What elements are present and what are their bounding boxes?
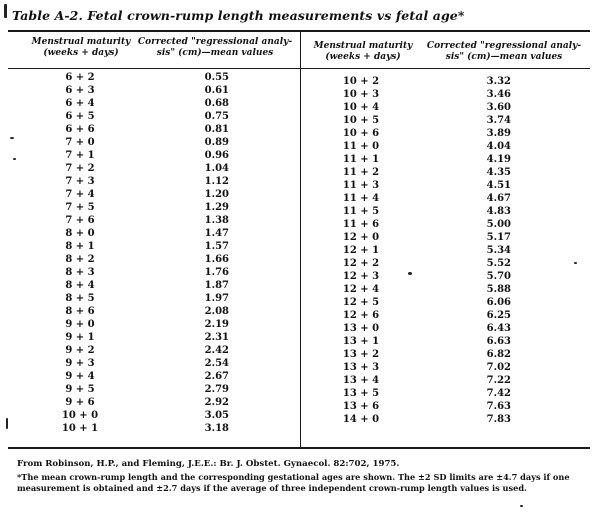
- crown-rump-length-cell: 1.12: [204, 176, 229, 187]
- menstrual-maturity-cell: 9 + 3: [65, 358, 95, 369]
- table-row: [0, 401, 601, 413]
- menstrual-maturity-cell: 8 + 4: [65, 280, 95, 291]
- crown-rump-length-cell: 1.38: [204, 215, 229, 226]
- crown-rump-length-cell: 3.18: [204, 423, 229, 434]
- menstrual-maturity-cell: 9 + 6: [65, 397, 95, 408]
- table-row: [0, 76, 601, 88]
- table-row: [0, 414, 601, 426]
- crown-rump-length-cell: 4.35: [486, 167, 511, 178]
- crown-rump-length-cell: 5.88: [486, 284, 511, 295]
- crown-rump-length-cell: 1.66: [204, 254, 229, 265]
- header-rule: [8, 68, 590, 69]
- menstrual-maturity-cell: 7 + 3: [65, 176, 95, 187]
- table-row: [0, 180, 601, 192]
- table-title: Table A-2. Fetal crown-rump length measurements vs fetal age*: [12, 8, 465, 23]
- right-age-header: [308, 41, 418, 63]
- crown-rump-length-cell: 0.68: [204, 98, 229, 109]
- crown-rump-length-cell: 4.51: [486, 180, 511, 191]
- crown-rump-length-cell: 7.83: [486, 414, 511, 425]
- crown-rump-length-cell: 1.57: [204, 241, 229, 252]
- crown-rump-length-cell: 5.70: [486, 271, 511, 282]
- crown-rump-length-cell: 5.52: [486, 258, 511, 269]
- crown-rump-length-cell: 0.96: [204, 150, 229, 161]
- menstrual-maturity-cell: 13 + 3: [342, 362, 380, 373]
- crown-rump-length-cell: 1.04: [204, 163, 229, 174]
- scan-speck: [13, 158, 16, 160]
- right-crl-header: [424, 41, 584, 63]
- left-age-header: [26, 37, 136, 59]
- menstrual-maturity-cell: 6 + 2: [65, 72, 95, 83]
- left-crl-header-line2: sis" (cm)—mean values: [156, 48, 274, 58]
- footnote: *The mean crown-rump length and the corresponding gestational ages are shown. The ±2 SD limits are ±4.7 days if one measurement is obtained and ±2.7 days if the average of three independent crown-rump length values is used.: [17, 472, 570, 493]
- crown-rump-length-cell: 1.97: [204, 293, 229, 304]
- menstrual-maturity-cell: 12 + 4: [342, 284, 380, 295]
- menstrual-maturity-cell: 9 + 0: [65, 319, 95, 330]
- menstrual-maturity-cell: 13 + 1: [342, 336, 380, 347]
- table-row: [0, 89, 601, 101]
- table-row: [0, 232, 601, 244]
- menstrual-maturity-cell: 11 + 4: [342, 193, 380, 204]
- menstrual-maturity-cell: 9 + 1: [65, 332, 95, 343]
- menstrual-maturity-cell: 10 + 2: [342, 76, 380, 87]
- crown-rump-length-cell: 4.19: [486, 154, 511, 165]
- table-row: [0, 102, 601, 114]
- menstrual-maturity-cell: 11 + 2: [342, 167, 380, 178]
- menstrual-maturity-cell: 12 + 6: [342, 310, 380, 321]
- scan-speck: [10, 137, 14, 139]
- menstrual-maturity-cell: 13 + 6: [342, 401, 380, 412]
- crown-rump-length-cell: 7.63: [486, 401, 511, 412]
- menstrual-maturity-cell: 12 + 2: [342, 258, 380, 269]
- crown-rump-length-cell: 3.89: [486, 128, 511, 139]
- table-row: [0, 310, 601, 322]
- menstrual-maturity-cell: 11 + 5: [342, 206, 380, 217]
- crown-rump-length-cell: 0.81: [204, 124, 229, 135]
- menstrual-maturity-cell: 9 + 5: [65, 384, 95, 395]
- crown-rump-length-cell: 7.42: [486, 388, 511, 399]
- crown-rump-length-cell: 3.74: [486, 115, 511, 126]
- menstrual-maturity-cell: 6 + 5: [65, 111, 95, 122]
- table-row: [0, 141, 601, 153]
- left-crl-header-line1: Corrected "regressional analy-: [137, 37, 293, 47]
- menstrual-maturity-cell: 11 + 1: [342, 154, 380, 165]
- menstrual-maturity-cell: 7 + 4: [65, 189, 95, 200]
- menstrual-maturity-cell: 7 + 0: [65, 137, 95, 148]
- bottom-rule: [8, 447, 590, 449]
- menstrual-maturity-cell: 6 + 4: [65, 98, 95, 109]
- crown-rump-length-cell: 3.46: [486, 89, 511, 100]
- table-row: [0, 245, 601, 257]
- menstrual-maturity-cell: 8 + 6: [65, 306, 95, 317]
- table-row: [0, 154, 601, 166]
- table-row: [0, 284, 601, 296]
- table-row: [0, 167, 601, 179]
- menstrual-maturity-cell: 8 + 3: [65, 267, 95, 278]
- crown-rump-length-cell: 3.05: [204, 410, 229, 421]
- crown-rump-length-cell: 2.19: [204, 319, 229, 330]
- menstrual-maturity-cell: 12 + 3: [342, 271, 380, 282]
- table-row: [0, 336, 601, 348]
- crown-rump-length-cell: 6.06: [486, 297, 511, 308]
- crown-rump-length-cell: 6.63: [486, 336, 511, 347]
- crown-rump-length-cell: 3.32: [486, 76, 511, 87]
- crown-rump-length-cell: 2.42: [204, 345, 229, 356]
- crown-rump-length-cell: 4.83: [486, 206, 511, 217]
- crown-rump-length-cell: 6.43: [486, 323, 511, 334]
- source-citation: From Robinson, H.P., and Fleming, J.E.E.: Br. J. Obstet. Gynaecol. 82:702, 1975.: [17, 459, 400, 469]
- menstrual-maturity-cell: 7 + 6: [65, 215, 95, 226]
- menstrual-maturity-cell: 11 + 6: [342, 219, 380, 230]
- crown-rump-length-cell: 5.17: [486, 232, 511, 243]
- crown-rump-length-cell: 0.61: [204, 85, 229, 96]
- menstrual-maturity-cell: 7 + 1: [65, 150, 95, 161]
- crown-rump-length-cell: 7.02: [486, 362, 511, 373]
- table-row: [0, 375, 601, 387]
- menstrual-maturity-cell: 13 + 0: [342, 323, 380, 334]
- menstrual-maturity-cell: 8 + 1: [65, 241, 95, 252]
- scan-speck: [574, 262, 577, 264]
- table-row: [0, 115, 601, 127]
- crown-rump-length-cell: 4.04: [486, 141, 511, 152]
- scan-speck: [520, 505, 523, 507]
- right-crl-header-line1: Corrected "regressional analy-: [426, 41, 582, 51]
- left-age-header-line1: Menstrual maturity: [31, 37, 131, 47]
- menstrual-maturity-cell: 8 + 2: [65, 254, 95, 265]
- table-row: [0, 206, 601, 218]
- menstrual-maturity-cell: 11 + 0: [342, 141, 380, 152]
- menstrual-maturity-cell: 13 + 4: [342, 375, 380, 386]
- menstrual-maturity-cell: 10 + 4: [342, 102, 380, 113]
- crown-rump-length-cell: 3.60: [486, 102, 511, 113]
- crown-rump-length-cell: 7.22: [486, 375, 511, 386]
- crown-rump-length-cell: 0.75: [204, 111, 229, 122]
- menstrual-maturity-cell: 9 + 2: [65, 345, 95, 356]
- menstrual-maturity-cell: 7 + 5: [65, 202, 95, 213]
- crown-rump-length-cell: 1.87: [204, 280, 229, 291]
- table-row: [0, 271, 601, 283]
- crown-rump-length-cell: 2.92: [204, 397, 229, 408]
- crown-rump-length-cell: 1.76: [204, 267, 229, 278]
- menstrual-maturity-cell: 10 + 6: [342, 128, 380, 139]
- menstrual-maturity-cell: 10 + 5: [342, 115, 380, 126]
- crown-rump-length-cell: 0.55: [204, 72, 229, 83]
- menstrual-maturity-cell: 11 + 3: [342, 180, 380, 191]
- crown-rump-length-cell: 4.67: [486, 193, 511, 204]
- right-crl-header-line2: sis" (cm)—mean values: [445, 52, 563, 62]
- crown-rump-length-cell: 2.54: [204, 358, 229, 369]
- menstrual-maturity-cell: 8 + 0: [65, 228, 95, 239]
- left-crl-header: [135, 37, 295, 59]
- crown-rump-length-cell: 1.29: [204, 202, 229, 213]
- right-age-header-line1: Menstrual maturity: [313, 41, 413, 51]
- table-row: [0, 193, 601, 205]
- crown-rump-length-cell: 1.20: [204, 189, 229, 200]
- menstrual-maturity-cell: 12 + 1: [342, 245, 380, 256]
- table-row: [0, 297, 601, 309]
- top-rule: [8, 30, 590, 32]
- table-row: [0, 349, 601, 361]
- menstrual-maturity-cell: 10 + 1: [61, 423, 99, 434]
- crown-rump-length-cell: 6.82: [486, 349, 511, 360]
- menstrual-maturity-cell: 7 + 2: [65, 163, 95, 174]
- menstrual-maturity-cell: 13 + 2: [342, 349, 380, 360]
- table-row: [0, 323, 601, 335]
- menstrual-maturity-cell: 12 + 0: [342, 232, 380, 243]
- scan-speck: [408, 272, 412, 275]
- crown-rump-length-cell: 5.00: [486, 219, 511, 230]
- menstrual-maturity-cell: 14 + 0: [342, 414, 380, 425]
- crown-rump-length-cell: 2.79: [204, 384, 229, 395]
- crown-rump-length-cell: 2.08: [204, 306, 229, 317]
- crown-rump-length-cell: 2.67: [204, 371, 229, 382]
- menstrual-maturity-cell: 10 + 0: [61, 410, 99, 421]
- crown-rump-length-cell: 0.89: [204, 137, 229, 148]
- table-row: [0, 128, 601, 140]
- scan-speck: [4, 4, 7, 18]
- right-age-header-line2: (weeks + days): [325, 52, 401, 62]
- menstrual-maturity-cell: 8 + 5: [65, 293, 95, 304]
- crown-rump-length-cell: 2.31: [204, 332, 229, 343]
- table-row: [0, 219, 601, 231]
- crown-rump-length-cell: 5.34: [486, 245, 511, 256]
- menstrual-maturity-cell: 9 + 4: [65, 371, 95, 382]
- menstrual-maturity-cell: 6 + 3: [65, 85, 95, 96]
- menstrual-maturity-cell: 10 + 3: [342, 89, 380, 100]
- menstrual-maturity-cell: 6 + 6: [65, 124, 95, 135]
- left-age-header-line2: (weeks + days): [43, 48, 119, 58]
- menstrual-maturity-cell: 12 + 5: [342, 297, 380, 308]
- table-row: [0, 388, 601, 400]
- menstrual-maturity-cell: 13 + 5: [342, 388, 380, 399]
- table-row: [0, 258, 601, 270]
- table-row: [0, 362, 601, 374]
- crown-rump-length-cell: 6.25: [486, 310, 511, 321]
- crown-rump-length-cell: 1.47: [204, 228, 229, 239]
- scan-speck: [6, 418, 8, 429]
